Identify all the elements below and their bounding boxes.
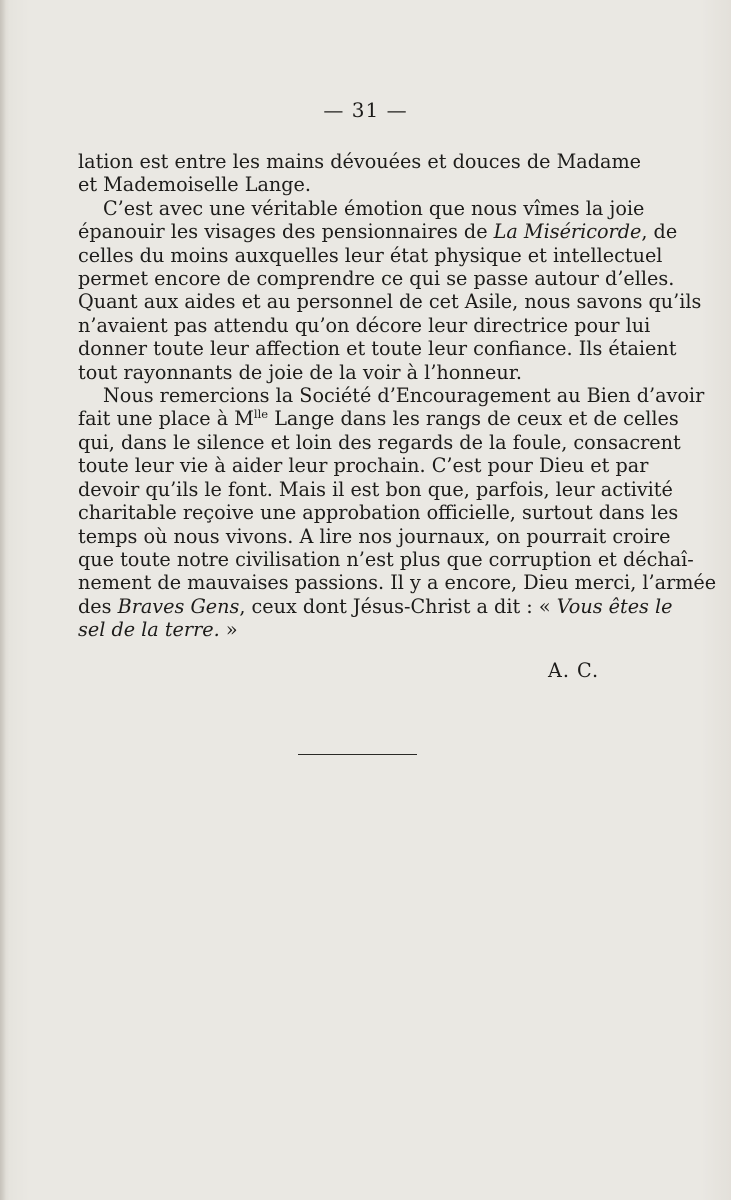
text-line: devoir qu’ils le font. Mais il est bon que, parfois, leur activité [78,477,673,501]
page-number: — 31 — [323,98,408,122]
text-fragment: » [219,618,238,642]
paragraph-1 [78,150,641,197]
text-line [78,618,641,641]
text-fragment: épanouir les visages des pensionnaires de [78,220,494,244]
text-line: temps où nous vivons. A lire nos journaux, on pourrait croire [78,524,671,548]
author-signature: A. C. [548,659,600,682]
italic-quote: Vous êtes le [556,594,673,618]
text-line: que toute notre civilisation n’est plus que corruption et déchaî- [78,547,694,571]
text-line: Nous remercions la Société d’Encouragement au Bien d’avoir [103,384,705,408]
text-fragment: des [78,594,118,618]
text-line: n’avaient pas attendu qu’on décore leur directrice pour lui [78,313,651,337]
text-line: charitable reçoive une approbation officielle, surtout dans les [78,501,679,525]
text-line [78,594,673,618]
text-line: celles du moins auxquelles leur état physique et intellectuel [78,243,663,267]
text-line [78,407,679,431]
text-line [78,220,678,244]
text-line: qui, dans le silence et loin des regards de la foule, consacrent [78,430,681,454]
text-line: permet encore de comprendre ce qui se passe autour d’elles. [78,267,675,291]
italic-text: Braves Gens [117,594,240,618]
paragraph-2 [78,196,702,384]
text-fragment: , de [641,220,678,244]
text-line: lation est entre les mains dévouées et douces de Madame [78,150,641,173]
text-fragment: Lange dans les rangs de ceux et de celles [268,407,679,431]
article-text [78,150,717,642]
text-line: donner toute leur affection et toute leur confiance. Ils étaient [78,337,677,361]
text-line: Quant aux aides et au personnel de cet Asile, nous savons qu’ils [78,290,702,314]
text-line: nement de mauvaises passions. Il y a encore, Dieu merci, l’armée [78,571,717,595]
binding-edge [0,0,6,1200]
italic-title: La Miséricorde [493,220,642,244]
text-line: et Mademoiselle Lange. [78,173,311,197]
paragraph-3 [78,384,717,642]
text-line: toute leur vie à aider leur prochain. C’est pour Dieu et par [78,454,649,478]
text-line: tout rayonnants de joie de la voir à l’honneur. [78,360,522,384]
text-fragment: , ceux dont Jésus-Christ a dit : « [239,594,557,618]
text-line: C’est avec une véritable émotion que nous vîmes la joie [103,196,645,220]
italic-quote: sel de la terre. [78,618,220,642]
end-rule [298,754,417,755]
superscript: lle [253,407,269,422]
text-fragment: fait une place à M [78,407,254,431]
